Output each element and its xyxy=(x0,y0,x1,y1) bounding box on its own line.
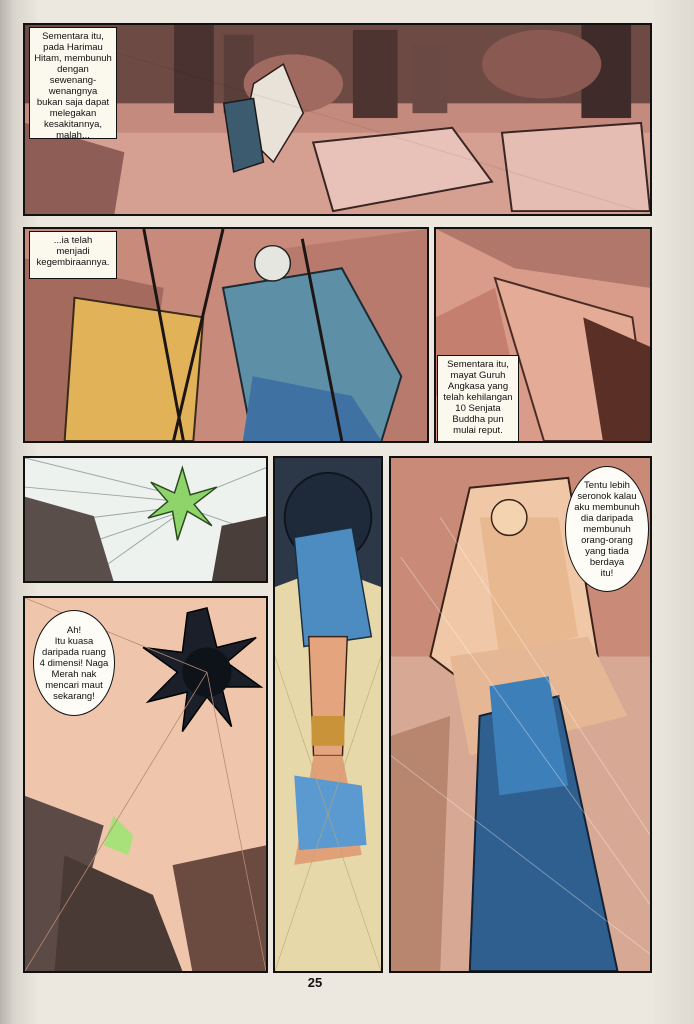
panel-3-corpse xyxy=(434,227,652,443)
panel-3-caption: Sementara itu, mayat Guruh Angkasa yang telah kehilangan 10 Senjata Buddha pun mulai reput. xyxy=(437,355,519,443)
panel-1-caption: Sementara itu, pada Harimau Hitam, membunuh dengan sewenang- wenangnya bukan saja dapat melegakan kesakitannya, malah... xyxy=(29,27,117,139)
panel-6-speech-bubble: Tentu lebih seronok kalau aku membunuh dia daripada membunuh orang-orang yang tiada berdaya itu! xyxy=(565,466,649,592)
panel-1-ruined-city xyxy=(23,23,652,216)
ruined-city-art xyxy=(25,25,650,214)
blue-hair-figure-art xyxy=(275,458,381,971)
panel-7-dark-vortex xyxy=(23,596,268,973)
panel-2-caption: ...ia telah menjadi kegembiraannya. xyxy=(29,231,117,279)
panel-2-fight xyxy=(23,227,429,443)
panel-4-energy-burst xyxy=(23,456,268,583)
panel-5-blue-hair-figure xyxy=(273,456,383,973)
energy-burst-art xyxy=(25,458,266,581)
panel-7-speech-bubble: Ah! Itu kuasa daripada ruang 4 dimensi! Naga Merah nak mencari maut sekarang! xyxy=(33,610,115,716)
panel-6-hero-strike xyxy=(389,456,652,973)
page-number: 25 xyxy=(307,975,323,990)
